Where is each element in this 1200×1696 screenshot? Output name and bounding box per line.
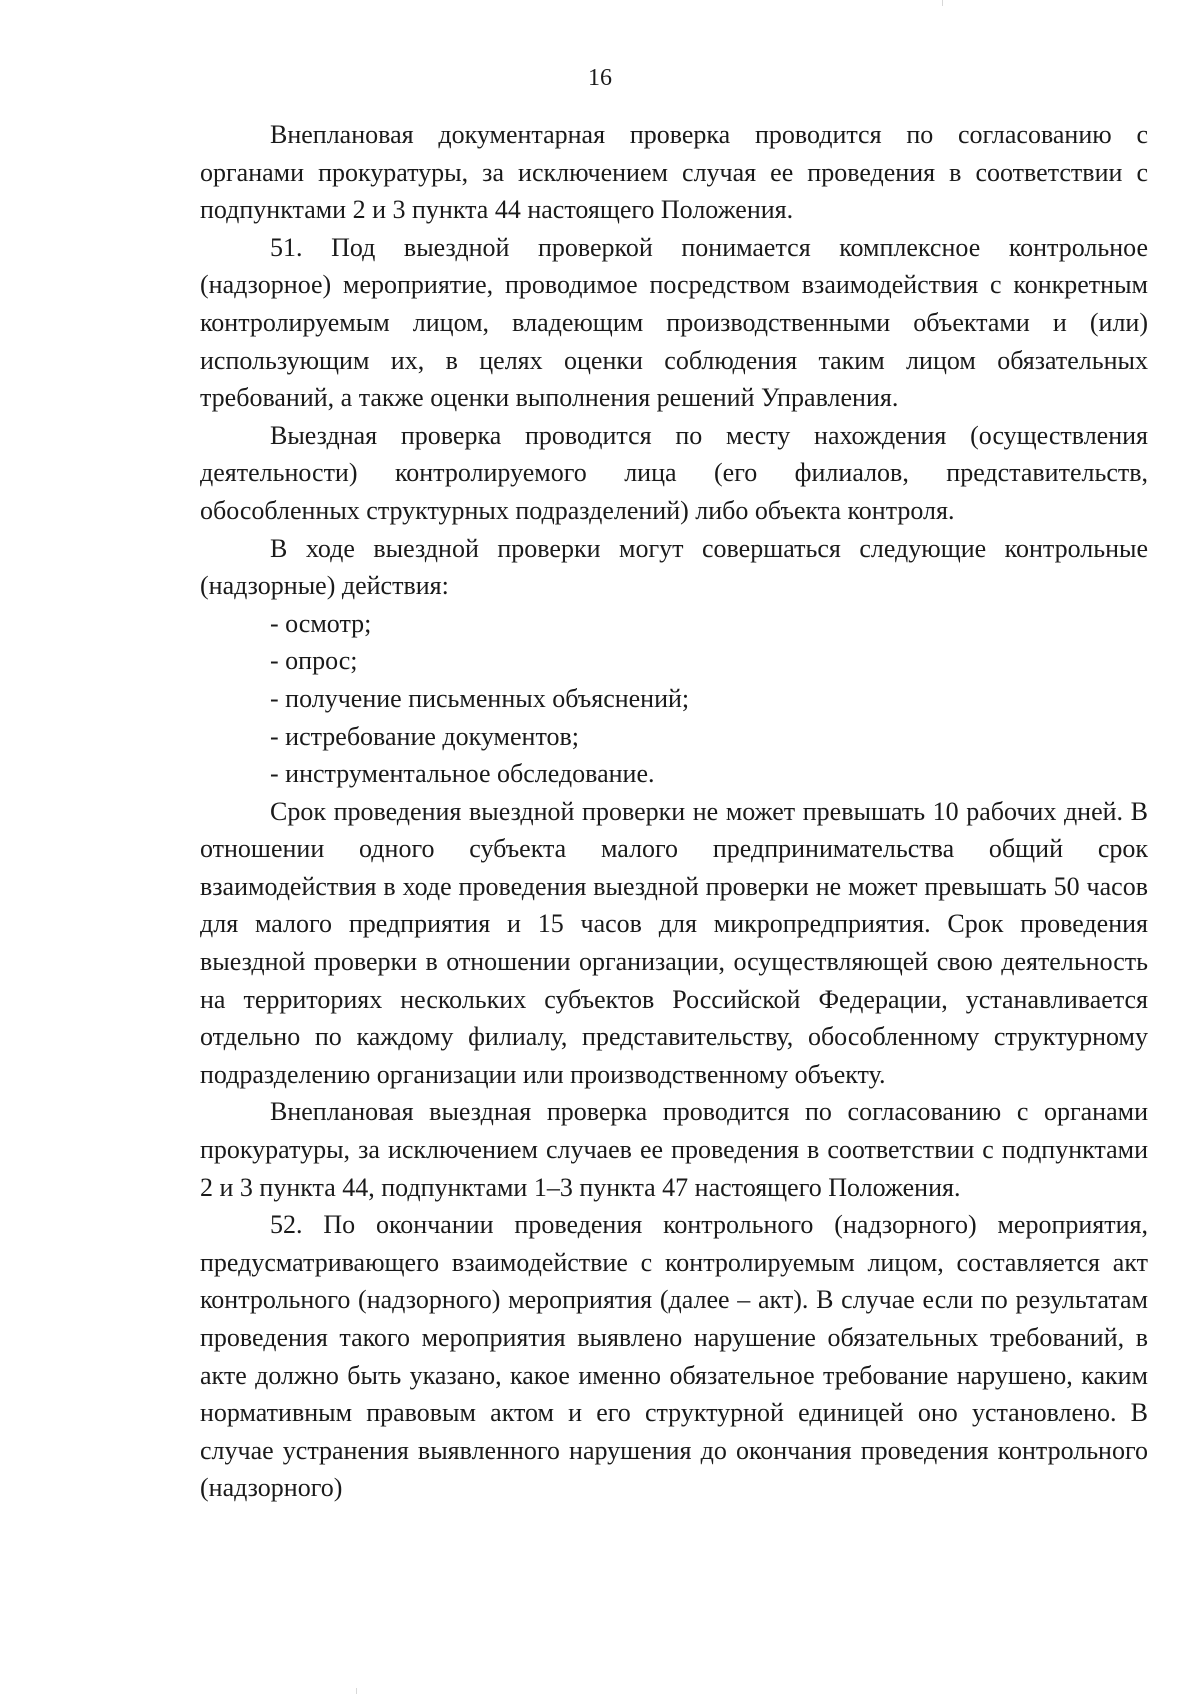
scan-artifact: [356, 1688, 357, 1694]
list-item: - инструментальное обследование.: [270, 759, 655, 789]
paragraph-52-inspection-act: 52. По окончании проведения контрольного (надзорного) мероприятия, предусматривающего взаимодействие с контролируемым лицом, составляется акт контрольного (надзорного) мероприятия (далее – акт). В случае если по результатам проведения такого мероприятия выявлено нарушение обязательных требований, в акте должно быть указано, какое именно обязательное требование нарушено, каким нормативным правовым актом и его структурной единицей оно установлено. В случае устранения выявленного нарушения до окончания проведения контрольного (надзорного): [200, 1210, 1148, 1503]
onsite-check-actions-list: [200, 605, 1148, 793]
paragraph-51-onsite-check-definition: 51. Под выездной проверкой понимается комплексное контрольное (надзорное) мероприятие, проводимое посредством взаимодействия с конкретным контролируемым лицом, владеющим производственными объектами и (или) использующим их, в целях оценки соблюдения таким лицом обязательных требований, а также оценки выполнения решений Управления.: [200, 232, 1148, 413]
document-body: [200, 116, 1148, 1507]
paragraph-onsite-check-actions-intro: В ходе выездной проверки могут совершаться следующие контрольные (надзорные) действия:: [200, 533, 1148, 601]
paragraph-onsite-check-duration: Срок проведения выездной проверки не может превышать 10 рабочих дней. В отношении одного субъекта малого предпринимательства общий срок взаимодействия в ходе проведения выездной проверки не может превышать 50 часов для малого предприятия и 15 часов для микропредприятия. Срок проведения выездной проверки в отношении организации, осуществляющей свою деятельность на территориях нескольких субъектов Российской Федерации, устанавливается отдельно по каждому филиалу, представительству, обособленному структурному подразделению организации или производственному объекту.: [200, 796, 1148, 1089]
paragraph-onsite-check-location: Выездная проверка проводится по месту нахождения (осуществления деятельности) контролируемого лица (его филиалов, представительств, обособленных структурных подразделений) либо объекта контроля.: [200, 420, 1148, 525]
paragraph-unplanned-documentary-check: Внеплановая документарная проверка проводится по согласованию с органами прокуратуры, за исключением случая ее проведения в соответствии с подпунктами 2 и 3 пункта 44 настоящего Положения.: [200, 120, 1148, 225]
page-number: 16: [588, 65, 612, 91]
paragraph-unplanned-onsite-check: Внеплановая выездная проверка проводится по согласованию с органами прокуратуры, за исключением случаев ее проведения в соответствии с подпунктами 2 и 3 пункта 44, подпунктами 1–3 пункта 47 настоящего Положения.: [200, 1097, 1148, 1202]
list-item: - истребование документов;: [270, 721, 579, 751]
list-item: - опрос;: [270, 646, 358, 676]
list-item: - получение письменных объяснений;: [270, 683, 690, 713]
scan-artifact: [942, 0, 943, 6]
list-item: - осмотр;: [270, 608, 372, 638]
